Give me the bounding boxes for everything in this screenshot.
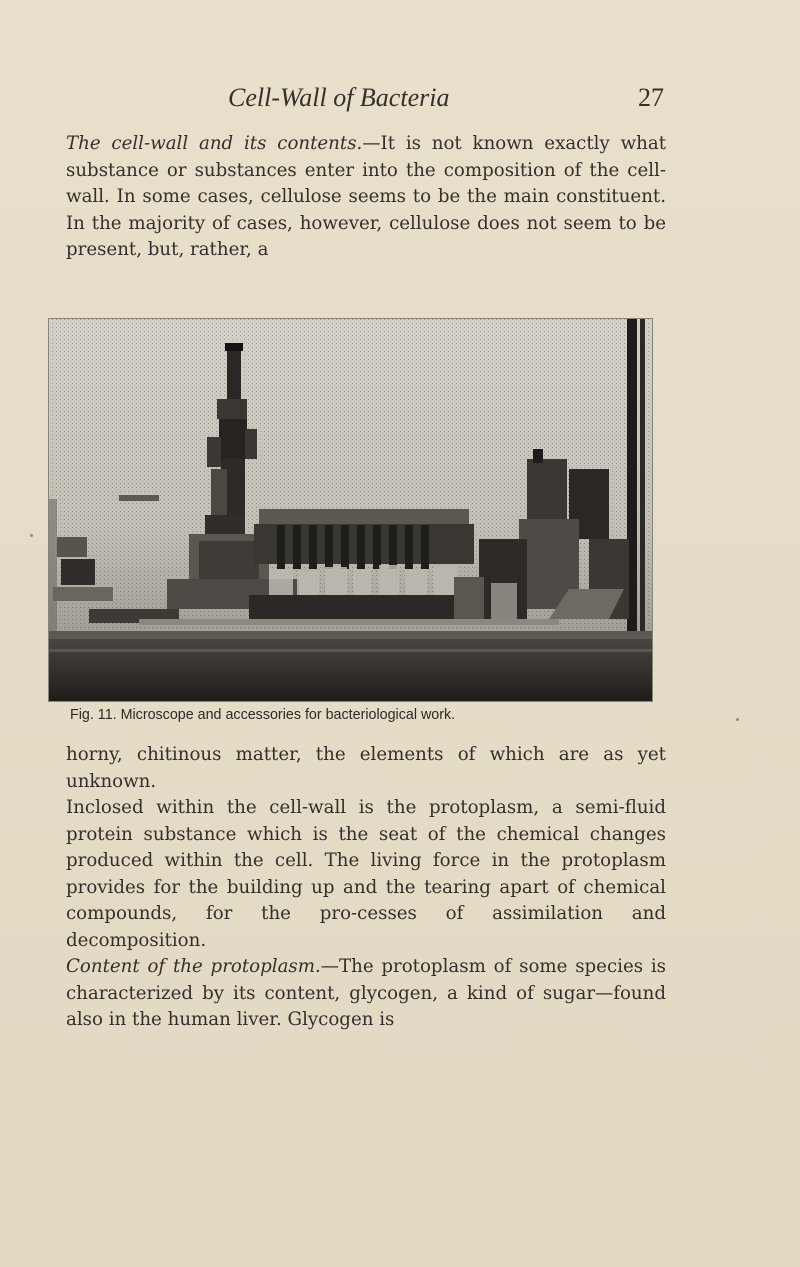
paragraph-horny-matter: horny, chitinous matter, the elements of which are as yet unknown. bbox=[66, 744, 666, 792]
page-speck bbox=[30, 534, 33, 537]
paragraph-body-content: —The protoplasm of some species is characterized by its content, glycogen, a kind of sugar—found also in the human liver. Glycogen is bbox=[66, 956, 667, 1030]
microscope-photograph bbox=[49, 319, 653, 702]
figure-microscope-photo bbox=[48, 318, 653, 702]
figure-caption: Fig. 11. Microscope and accessories for bacteriological work. bbox=[70, 707, 456, 723]
page-speck bbox=[736, 718, 739, 721]
paragraph-lead-content: Content of the protoplasm. bbox=[66, 956, 321, 977]
paragraph-lead-cell-wall: The cell-wall and its contents. bbox=[66, 133, 363, 154]
paragraph-protoplasm: Inclosed within the cell-wall is the protoplasm, a semi-fluid protein substance which is the seat of the chemical changes produced within the cell. The living force in the protoplasm provides for the building up and the tearing apart of chemical compounds, for the pro-cesses of assimilation and decomposition. bbox=[66, 797, 666, 951]
paragraph-content-protoplasm bbox=[66, 954, 666, 1034]
running-head: Cell-Wall of Bacteria bbox=[228, 83, 450, 112]
page-number: 27 bbox=[638, 83, 664, 112]
paragraph-cell-wall bbox=[66, 131, 666, 264]
paragraph-body-cell-wall: —It is not known exactly what substance or substances enter into the composition of the cell-wall. In some cases, cellulose seems to be the main constituent. In the majority of cases, however, cellulose does not seem to be present, but, rather, a bbox=[66, 133, 666, 260]
page-header bbox=[0, 83, 800, 119]
